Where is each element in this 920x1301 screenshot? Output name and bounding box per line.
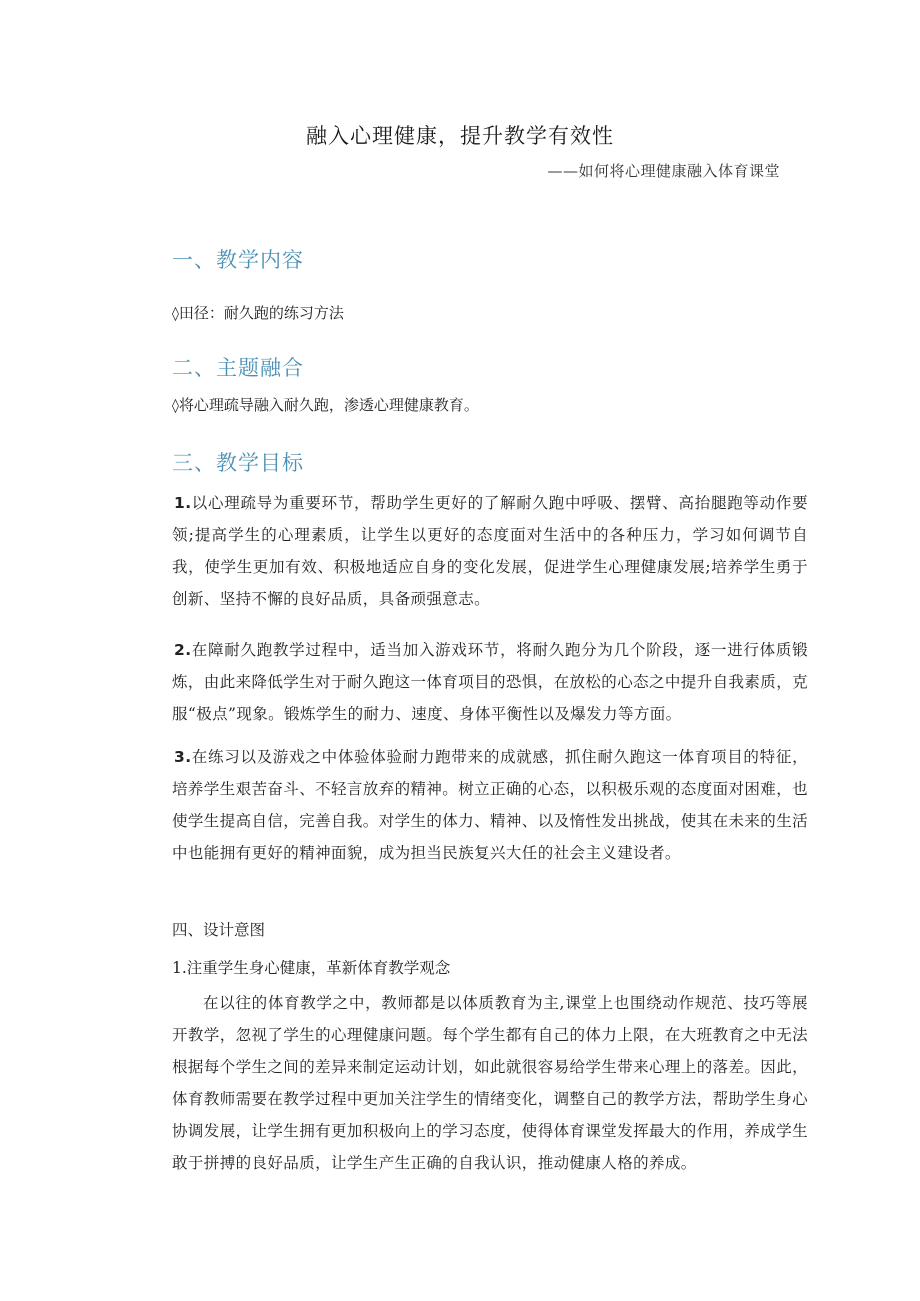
goal-number: 2 (174, 641, 186, 659)
diamond-bullet-icon: ◊ (172, 306, 179, 322)
document-subtitle: ——如何将心理健康融入体育课堂 (547, 162, 780, 180)
bullet-text: 田径：耐久跑的练习方法 (178, 304, 344, 322)
goal-text: 在练习以及游戏之中体验体验耐力跑带来的成就感，抓住耐久跑这一体育项目的特征，培养学生艰苦奋斗、不轻言放弃的精神。树立正确的心态，以积极乐观的态度面对困难，也使学生提高自信，完善自我。对学生的体力、精神、以及惰性发出挑战，使其在未来的生活中也能拥有更好的精神面貌，成为担当民族复兴大任的社会主义建设者。 (172, 748, 809, 862)
section-heading-teaching-goals: 三、教学目标 (172, 451, 304, 475)
goal-item-1: 1.以心理疏导为重要环节，帮助学生更好的了解耐久跑中呼吸、摆臂、高抬腿跑等动作要领;提高学生的心理素质，让学生以更好的态度面对生活中的各种压力，学习如何调节自我，使学生更加有效、积极地适应自身的变化发展，促进学生心理健康发展;培养学生勇于创新、坚持不懈的良好品质，具备顽强意志。 (172, 494, 808, 608)
goal-number: 1 (174, 494, 186, 512)
section-heading-theme-fusion: 二、主题融合 (172, 356, 304, 380)
goal-number: 3 (174, 748, 186, 766)
diamond-bullet-icon: ◊ (172, 398, 179, 414)
subheading-design-intent-1: 1.注重学生身心健康，革新体育教学观念 (172, 959, 451, 977)
bullet-teaching-content (172, 302, 344, 323)
goal-text: 以心理疏导为重要环节，帮助学生更好的了解耐久跑中呼吸、摆臂、高抬腿跑等动作要领;提高学生的心理素质，让学生以更好的态度面对生活中的各种压力，学习如何调节自我，使学生更加有效、积极地适应自身的变化发展，促进学生心理健康发展;培养学生勇于创新、坚持不懈的良好品质，具备顽强意志。 (172, 494, 808, 608)
section-heading-teaching-content: 一、教学内容 (172, 248, 304, 272)
design-intent-body: 在以往的体育教学之中，教师都是以体质教育为主,课堂上也围绕动作规范、技巧等展开教学，忽视了学生的心理健康问题。每个学生都有自己的体力上限，在大班教育之中无法根据每个学生之间的差异来制定运动计划，如此就很容易给学生带来心理上的落差。因此，体育教师需要在教学过程中更加关注学生的情绪变化，调整自己的教学方法，帮助学生身心协调发展，让学生拥有更加积极向上的学习态度，使得体育课堂发挥最大的作用，养成学生敢于拼搏的良好品质，让学生产生正确的自我认识，推动健康人格的养成。 (172, 994, 809, 1172)
bullet-text: 将心理疏导融入耐久跑，渗透心理健康教育。 (178, 396, 479, 414)
bullet-theme-fusion (172, 394, 479, 415)
goal-item-2: 2.在障耐久跑教学过程中，适当加入游戏环节，将耐久跑分为几个阶段，逐一进行体质锻炼，由此来降低学生对于耐久跑这一体育项目的恐惧，在放松的心态之中提升自我素质，克服“极点”现象。锻炼学生的耐力、速度、身体平衡性以及爆发力等方面。 (172, 641, 809, 723)
section-heading-design-intent: 四、设计意图 (172, 921, 266, 939)
goal-text: 在障耐久跑教学过程中，适当加入游戏环节，将耐久跑分为几个阶段，逐一进行体质锻炼，由此来降低学生对于耐久跑这一体育项目的恐惧，在放松的心态之中提升自我素质，克服“极点”现象。锻炼学生的耐力、速度、身体平衡性以及爆发力等方面。 (172, 641, 809, 723)
document-title: 融入心理健康，提升教学有效性 (306, 124, 614, 148)
goal-item-3: 3.在练习以及游戏之中体验体验耐力跑带来的成就感，抓住耐久跑这一体育项目的特征，培养学生艰苦奋斗、不轻言放弃的精神。树立正确的心态，以积极乐观的态度面对困难，也使学生提高自信，完善自我。对学生的体力、精神、以及惰性发出挑战，使其在未来的生活中也能拥有更好的精神面貌，成为担当民族复兴大任的社会主义建设者。 (172, 748, 809, 862)
